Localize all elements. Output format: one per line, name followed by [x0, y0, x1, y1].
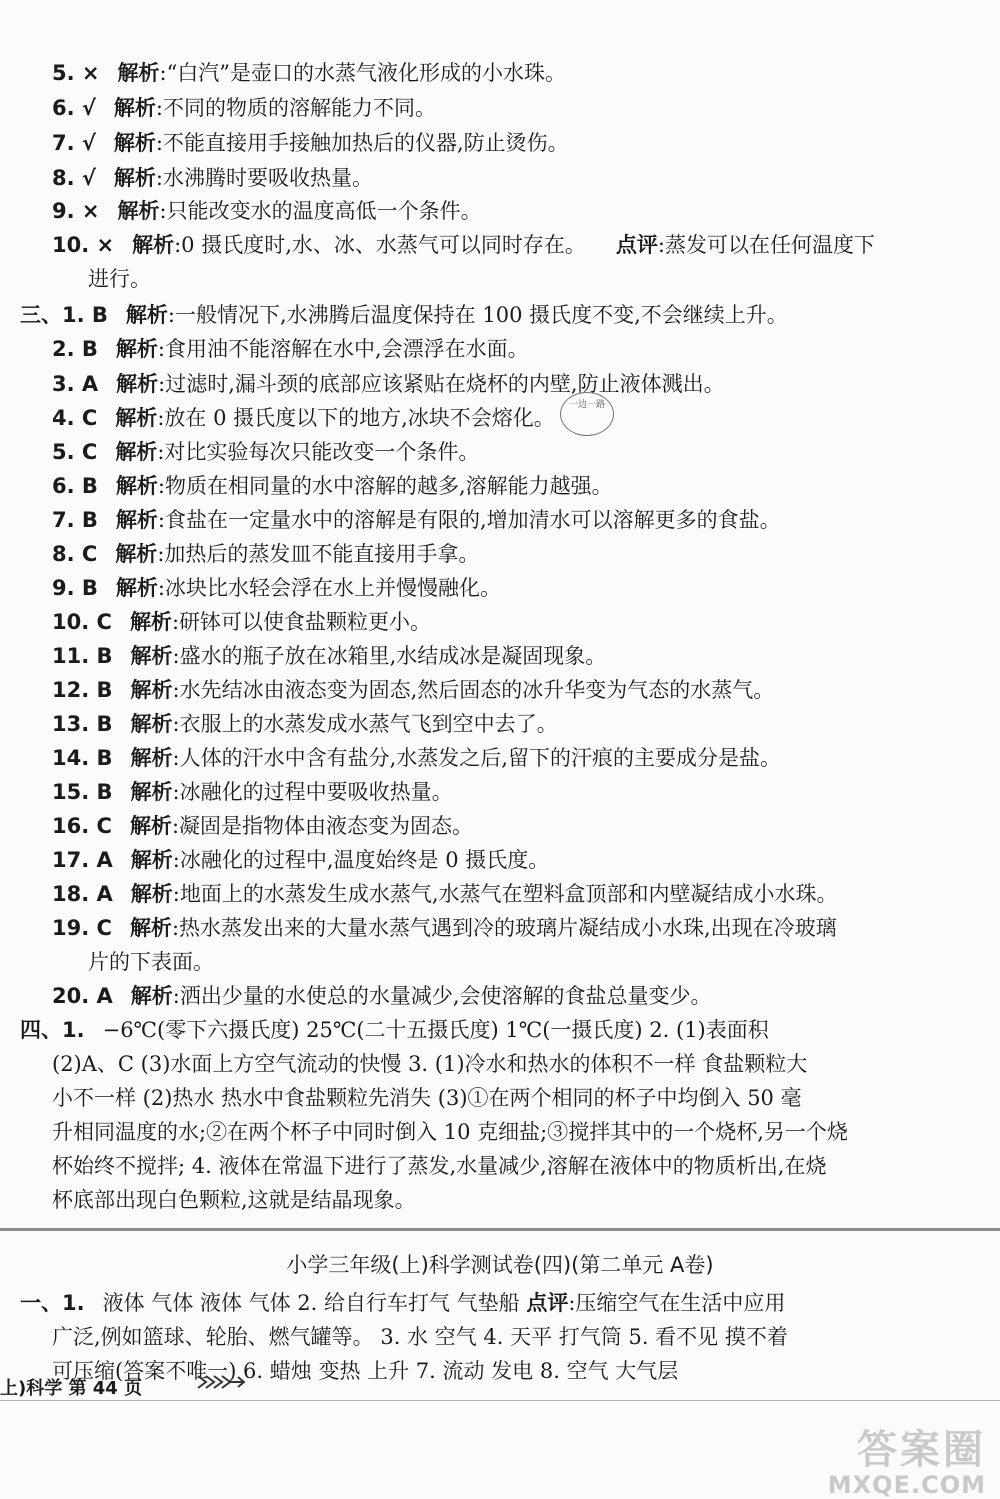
question-number: 1. — [62, 1291, 85, 1315]
answer-text: 解析:食盐在一定量水中的溶解是有限的,增加清水可以溶解更多的食盐。 — [115, 508, 781, 532]
answer-line — [52, 371, 725, 397]
answer-line — [52, 745, 781, 771]
watermark-logo: 答案圈 MXQE.COM — [827, 1427, 986, 1499]
answer-text: 解析:一般情况下,水沸腾后温度保持在 100 摄氏度不变,不会继续上升。 — [125, 303, 788, 327]
question-number: 20. A — [52, 984, 113, 1008]
answer-line — [52, 711, 558, 737]
answer-text: 解析:盛水的瓶子放在冰箱里,水结成冰是凝固现象。 — [130, 644, 607, 668]
answer-line — [52, 1153, 827, 1179]
answer-text: 解析:水沸腾时要吸收热量。 — [113, 166, 373, 190]
continuation-text: 广泛,例如篮球、轮胎、燃气罐等。 3. 水 空气 4. 天平 打气筒 5. 看不见 摸不着 — [52, 1325, 788, 1349]
answer-text: 解析:衣服上的水蒸发成水蒸气飞到空中去了。 — [130, 712, 558, 736]
answer-text: 解析:过滤时,漏斗颈的底部应该紧贴在烧杯的内壁,防止液体溅出。 — [116, 372, 725, 396]
question-number: 13. B — [52, 712, 113, 736]
question-number: 5. C — [52, 440, 98, 464]
answer-line — [52, 847, 549, 873]
answer-text: 解析:不能直接用手接触加热后的仪器,防止烫伤。 — [113, 131, 569, 155]
answer-text: 解析:水先结冰由液态变为固态,然后固态的冰升华变为气态的水蒸气。 — [130, 678, 775, 702]
answer-line — [52, 473, 613, 499]
question-number: 10. × — [52, 233, 115, 257]
answer-line — [52, 1358, 678, 1384]
question-number: 6. √ — [52, 96, 96, 120]
question-number: 10. C — [52, 610, 112, 634]
arrow-decoration-icon — [196, 1373, 246, 1391]
question-number: 2. B — [52, 337, 98, 361]
answer-text: 解析:放在 0 摄氏度以下的地方,冰块不会熔化。 — [115, 406, 555, 430]
answer-text: 解析:加热后的蒸发皿不能直接用手拿。 — [115, 542, 480, 566]
answer-line — [88, 266, 151, 292]
answer-text: 解析:地面上的水蒸发生成水蒸气,水蒸气在塑料盒顶部和内壁凝结成小水珠。 — [130, 882, 838, 906]
question-number: 8. √ — [52, 166, 96, 190]
question-number: 3. A — [52, 372, 99, 396]
question-number: 9. × — [52, 199, 100, 223]
continuation-text: 小不一样 (2)热水 热水中食盐颗粒先消失 (3)①在两个相同的杯子中均倒入 50 毫 — [52, 1086, 802, 1110]
answer-text: 解析:不同的物质的溶解能力不同。 — [113, 96, 436, 120]
section-title: 小学三年级(上)科学测试卷(四)(第二单元 A卷) — [286, 1253, 714, 1277]
answer-line — [52, 1324, 788, 1350]
answer-line — [52, 643, 606, 669]
answer-text: 解析:对比实验每次只能改变一个条件。 — [115, 440, 480, 464]
continuation-text: 片的下表面。 — [88, 950, 214, 974]
page-footer: 上)科学 第 44 页 — [0, 1378, 143, 1399]
answer-line — [52, 1119, 848, 1145]
answer-text: 解析:冰融化的过程中,温度始终是 0 摄氏度。 — [130, 848, 550, 872]
question-number: 6. B — [52, 474, 98, 498]
continuation-text: (2)A、C (3)水面上方空气流动的快慢 3. (1)冷水和热水的体积不一样 食盐颗粒大 — [52, 1052, 808, 1076]
answer-text: 解析:冰融化的过程中要吸收热量。 — [130, 780, 453, 804]
answer-line — [52, 60, 566, 86]
answer-line — [20, 302, 788, 328]
answer-line — [52, 1085, 802, 1111]
answer-text: 解析:洒出少量的水使总的水量减少,会使溶解的食盐总量变少。 — [130, 984, 712, 1008]
continuation-text: 可压缩(答案不唯一) 6. 蜡烛 变热 上升 7. 流动 发电 8. 空气 大气层 — [52, 1359, 679, 1383]
footer-rule — [0, 1400, 1000, 1401]
answer-line — [52, 439, 479, 465]
answer-text: 解析:只能改变水的温度高低一个条件。 — [117, 199, 482, 223]
question-number: 1. B — [62, 303, 108, 327]
answer-line — [52, 813, 473, 839]
question-number: 8. C — [52, 542, 98, 566]
answer-line — [52, 541, 479, 567]
answer-line — [52, 609, 431, 635]
answer-text: 解析:“白汽”是壶口的水蒸气液化形成的小水珠。 — [117, 61, 567, 85]
answer-text: 解析:物质在相同量的水中溶解的越多,溶解能力越强。 — [115, 474, 613, 498]
continuation-text: 杯始终不搅拌; 4. 液体在常温下进行了蒸发,水量减少,溶解在液体中的物质析出,在烧 — [52, 1154, 827, 1178]
question-number: 19. C — [52, 916, 112, 940]
answer-line — [52, 1051, 807, 1077]
question-number: 7. √ — [52, 131, 96, 155]
answer-text: 解析:热水蒸发出来的大量水蒸气遇到冷的玻璃片凝结成小水珠,出现在冷玻璃 — [129, 916, 837, 940]
question-number: 17. A — [52, 848, 113, 872]
question-number: 15. B — [52, 780, 113, 804]
continuation-text: 进行。 — [88, 267, 151, 291]
question-number: 14. B — [52, 746, 113, 770]
section-number: 一、 — [20, 1291, 62, 1315]
answer-text: 解析:0 摄氏度时,水、冰、水蒸气可以同时存在。 — [132, 233, 586, 257]
question-number: 5. × — [52, 61, 100, 85]
answer-line — [52, 405, 555, 431]
answer-text: 解析:凝固是指物体由液态变为固态。 — [129, 814, 474, 838]
answer-line — [52, 677, 774, 703]
answer-line — [20, 1290, 785, 1316]
question-number: 9. B — [52, 576, 98, 600]
answer-text: 液体 气体 液体 气体 2. 给自行车打气 气垫船 点评:压缩空气在生活中应用 — [102, 1291, 786, 1315]
question-number: 12. B — [52, 678, 113, 702]
answer-line — [52, 198, 482, 224]
answer-line — [52, 507, 781, 533]
answer-line — [52, 779, 453, 805]
answer-text: 解析:冰块比水轻会浮在水上并慢慢融化。 — [115, 576, 501, 600]
answer-text: −6℃(零下六摄氏度) 25℃(二十五摄氏度) 1℃(一摄氏度) 2. (1)表面积 — [102, 1018, 769, 1042]
answer-line — [52, 130, 569, 156]
answer-text: 解析:食用油不能溶解在水中,会漂浮在水面。 — [115, 337, 529, 361]
question-number: 18. A — [52, 882, 113, 906]
continuation-text: 升相同温度的水;②在两个杯子中同时倒入 10 克细盐;③搅拌其中的一个烧杯,另一个烧 — [52, 1120, 848, 1144]
answer-line — [52, 336, 529, 362]
answer-line — [88, 949, 214, 975]
answer-line — [52, 95, 436, 121]
answer-line — [52, 1187, 416, 1213]
question-number: 7. B — [52, 508, 98, 532]
comment-text: 点评:蒸发可以在任何温度下 — [615, 233, 875, 257]
question-number: 4. C — [52, 406, 98, 430]
answer-line — [52, 881, 838, 907]
continuation-text: 杯底部出现白色颗粒,这就是结晶现象。 — [52, 1188, 416, 1212]
section-number: 三、 — [20, 303, 62, 327]
section-number: 四、 — [20, 1018, 62, 1042]
answer-line — [52, 983, 712, 1009]
answer-text: 解析:研钵可以使食盐颗粒更小。 — [129, 610, 432, 634]
question-number: 1. — [62, 1018, 85, 1042]
answer-line — [52, 232, 875, 258]
question-number: 11. B — [52, 644, 113, 668]
answer-line — [20, 1017, 769, 1043]
section-divider — [0, 1228, 1000, 1231]
ink-stamp: 一边一路 — [560, 392, 614, 436]
answer-text: 解析:人体的汗水中含有盐分,水蒸发之后,留下的汗痕的主要成分是盐。 — [130, 746, 781, 770]
question-number: 16. C — [52, 814, 112, 838]
answer-line — [52, 165, 373, 191]
answer-line — [52, 915, 837, 941]
answer-line — [52, 575, 501, 601]
